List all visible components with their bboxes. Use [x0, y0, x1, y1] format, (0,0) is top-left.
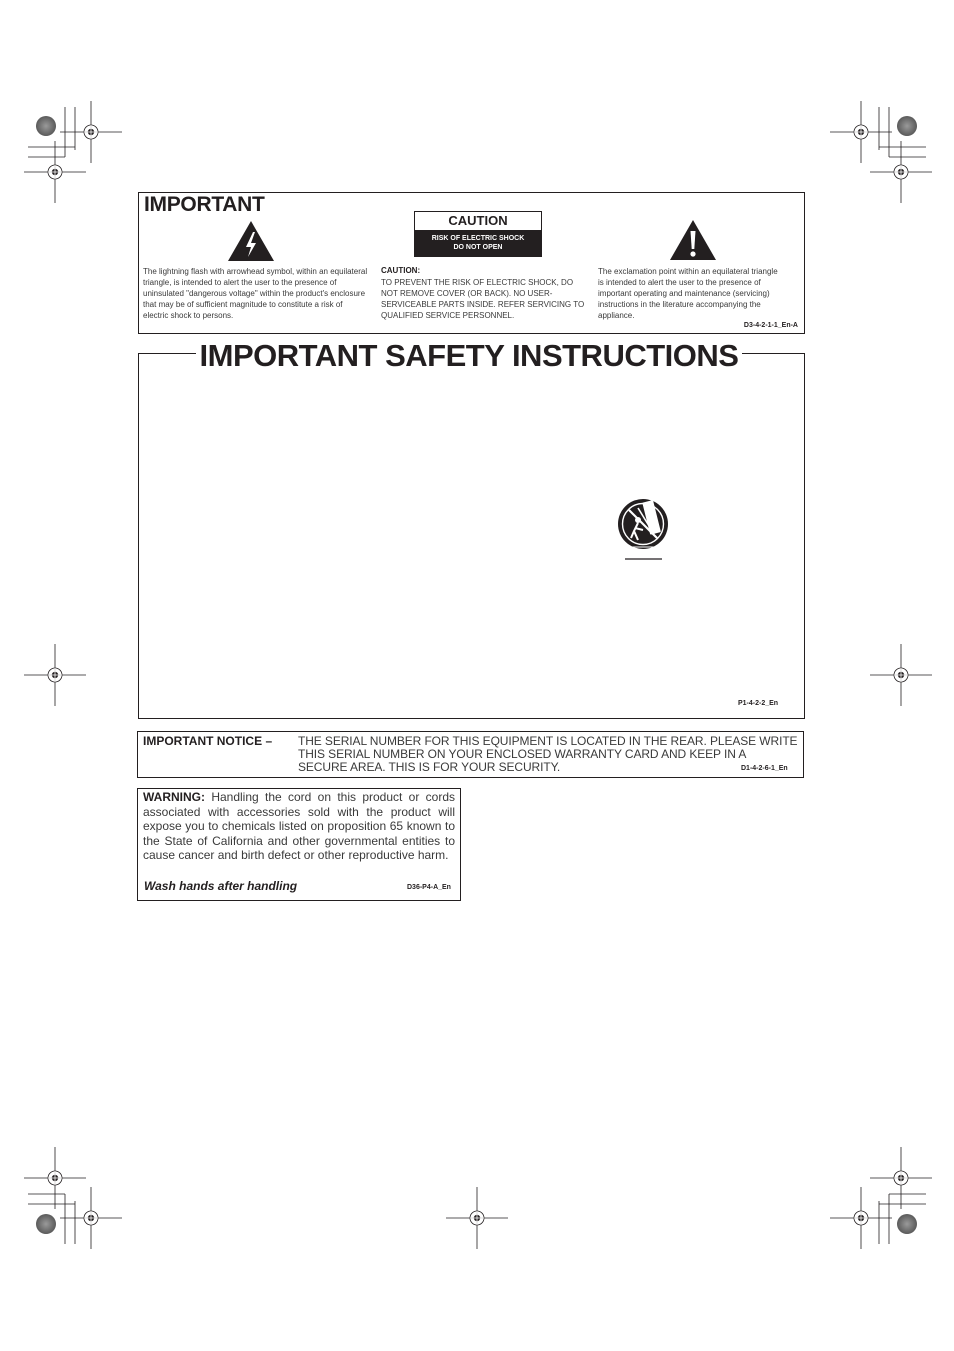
- registration-mark-bottom-center: [446, 1187, 508, 1249]
- color-target-top-right: [897, 116, 917, 136]
- registration-mark-top-right-1: [830, 101, 892, 163]
- safety-instructions-box: [138, 353, 805, 719]
- registration-mark-bottom-right-2: [830, 1187, 892, 1249]
- important-notice-text: THE SERIAL NUMBER FOR THIS EQUIPMENT IS LOCATED IN THE REAR. PLEASE WRITE THIS SERIAL NUMBER ON YOUR ENCLOSED WARRANTY CARD AND KEEP IN A SECURE AREA. THIS IS FOR YOUR SECURITY.: [298, 734, 798, 774]
- color-target-bottom-right: [897, 1214, 917, 1234]
- important-notice-code: D1-4-2-6-1_En: [741, 765, 788, 772]
- color-target-top-left: [36, 116, 56, 136]
- registration-mark-top-left-2: [24, 141, 86, 203]
- warning-paragraph: [143, 790, 455, 863]
- caution-label-box: [414, 211, 542, 257]
- safety-instructions-code: P1-4-2-2_En: [738, 700, 779, 707]
- exclamation-triangle-icon: [669, 219, 717, 261]
- lightning-explanation: The lightning flash with arrowhead symbol, within an equilateral triangle, is intended to alert the user to the presence of uninsulated "dangerous voltage" within the product's enclosure that may be of sufficient magnitude to constitute a risk of electric shock to persons.: [143, 267, 368, 320]
- caution-label: CAUTION: [448, 213, 508, 228]
- caution-shock-line2: DO NOT OPEN: [453, 244, 503, 251]
- safety-instructions-title: IMPORTANT SAFETY INSTRUCTIONS: [196, 338, 742, 374]
- registration-mark-bottom-left-2: [60, 1187, 122, 1249]
- registration-mark-top-left-1: [60, 101, 122, 163]
- color-target-bottom-left: [36, 1214, 56, 1234]
- caution-shock-label: [415, 230, 541, 257]
- registration-mark-bottom-left-1: [24, 1147, 86, 1209]
- registration-mark-top-right-2: [870, 141, 932, 203]
- important-heading: IMPORTANT: [144, 193, 265, 216]
- important-notice-label: IMPORTANT NOTICE –: [143, 734, 273, 748]
- caution-shock-line1: RISK OF ELECTRIC SHOCK: [431, 235, 525, 242]
- registration-mark-mid-left: [24, 644, 86, 706]
- caution-text: TO PREVENT THE RISK OF ELECTRIC SHOCK, DO NOT REMOVE COVER (OR BACK). NO USER-SERVICEABLE PARTS INSIDE. REFER SERVICING TO QUALIFIED SERVICE PERSONNEL.: [381, 278, 585, 320]
- warning-label: WARNING:: [143, 790, 205, 804]
- exclamation-explanation: The exclamation point within an equilateral triangle is intended to alert the user to the presence of important operating and maintenance (servicing) instructions in the literature accompanying the appliance.: [598, 267, 778, 320]
- warning-text: Handling the cord on this product or cords associated with accessories sold with the product will expose you to chemicals listed on proposition 65 known to the State of California and other governmental entities to cause cancer and birth defect or other reproductive harm.: [143, 790, 455, 862]
- caution-heading: CAUTION:: [381, 266, 421, 275]
- lightning-triangle-icon: [227, 220, 275, 262]
- registration-mark-mid-right: [870, 644, 932, 706]
- cart-warning-icon: [616, 486, 670, 564]
- wash-hands-text: Wash hands after handling: [144, 879, 298, 893]
- warning-code: D36-P4-A_En: [407, 884, 451, 891]
- important-box-code: D3-4-2-1-1_En-A: [743, 322, 798, 329]
- registration-mark-bottom-right-1: [870, 1147, 932, 1209]
